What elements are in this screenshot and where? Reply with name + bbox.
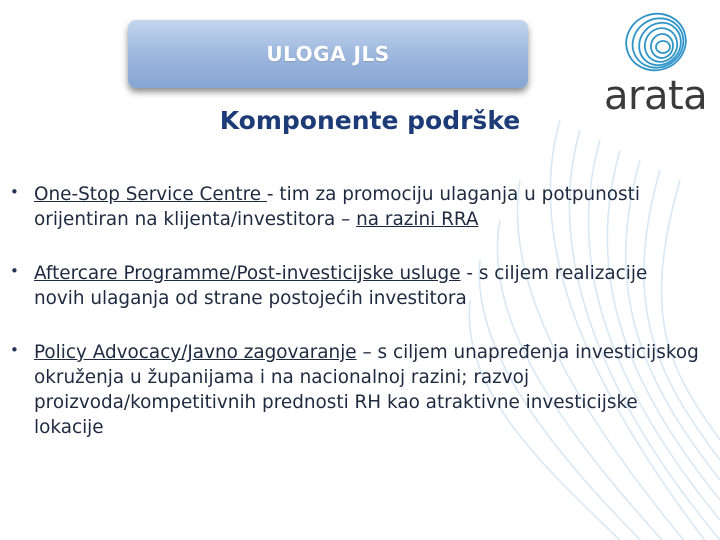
header-title: ULOGA JLS bbox=[266, 42, 390, 66]
bullet-text bbox=[34, 340, 700, 440]
bullet-term-2: na razini RRA bbox=[356, 209, 479, 230]
bullet-description: - s ciljem realizacije novih ulaganja od strane postojećih investitora bbox=[34, 263, 648, 309]
bullet-list bbox=[10, 182, 700, 469]
logo-wordmark: arata bbox=[604, 73, 708, 119]
bullet-dot-icon: • bbox=[10, 341, 19, 359]
list-item bbox=[10, 340, 700, 440]
bullet-term: Policy Advocacy/Javno zagovaranje bbox=[34, 342, 357, 363]
bullet-description: – s ciljem unapređenja investicijskog okruženja u županijama i na nacionalnoj razini; razvoj proizvoda/kompetitivnih prednosti RH kao atraktivne investicijske lokacije bbox=[34, 342, 699, 438]
list-item bbox=[10, 261, 700, 311]
bullet-text bbox=[34, 182, 700, 232]
bullet-text bbox=[34, 261, 700, 311]
page-title: Komponente podrške bbox=[219, 106, 521, 135]
bullet-description: - tim za promociju ulaganja u potpunosti orijentiran na klijenta/investitora – bbox=[34, 184, 640, 230]
list-item bbox=[10, 182, 700, 232]
bullet-dot-icon: • bbox=[10, 183, 19, 201]
header-banner bbox=[128, 20, 528, 88]
bullet-dot-icon: • bbox=[10, 262, 19, 280]
bullet-term: Aftercare Programme/Post-investicijske usluge bbox=[34, 263, 461, 284]
bullet-term: One-Stop Service Centre bbox=[34, 184, 267, 205]
